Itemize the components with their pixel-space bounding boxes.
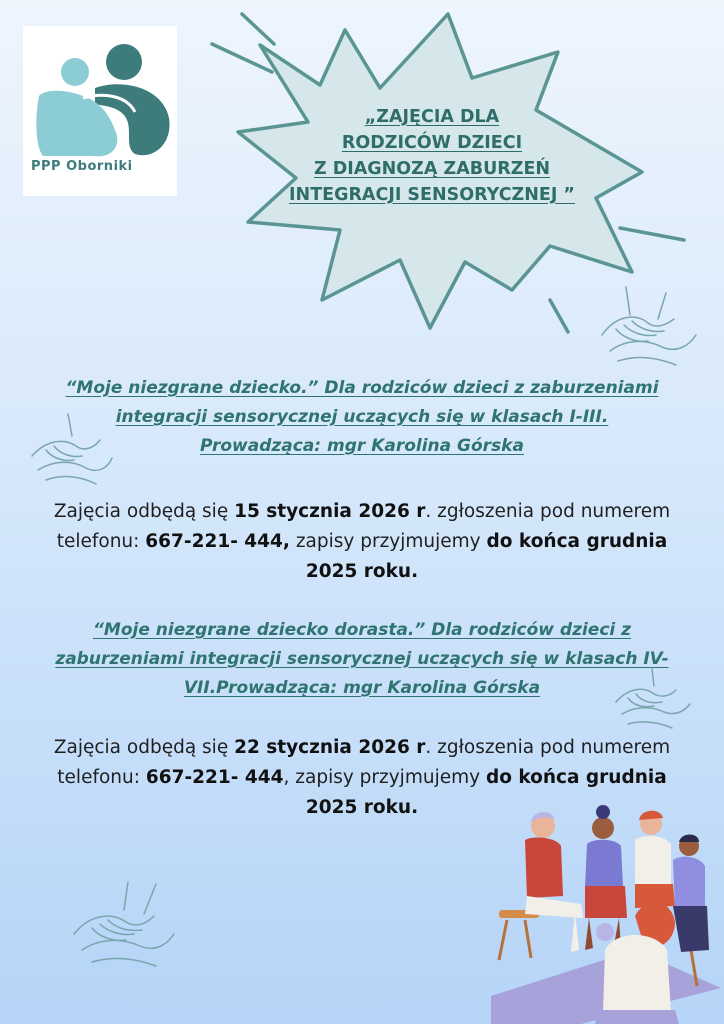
heading-line: Prowadząca: mgr Karolina Górska [200,436,524,456]
holding-hands-icon [28,410,114,488]
title-line: „ZAJĘCIA DLA [364,107,500,127]
deadline-text: do końca grudnia [485,767,667,788]
deadline-year: 2025 roku. [305,561,419,582]
holding-hands-icon [596,285,700,371]
logo-figures-icon [23,26,177,166]
deadline-text: do końca grudnia [486,531,668,552]
details-line: Zajęcia odbędą się 15 stycznia 2026 r. zgłoszenia pod numerem [53,501,671,522]
group-of-people-illustration [485,800,724,1024]
phone-number: 667-221- 444, [145,531,290,552]
heading-line: “Moje niezgrane dziecko dorasta.” Dla rodziców dzieci z [92,620,632,640]
details-line: Zajęcia odbędą się 22 stycznia 2026 r. zgłoszenia pod numerem [53,737,671,758]
date-value: 22 stycznia 2026 r [234,737,426,758]
details-line [20,557,704,587]
heading-line: “Moje niezgrane dziecko.” Dla rodziców dzieci z zaburzeniami [65,378,659,398]
section1-heading [20,374,704,461]
holding-hands-icon [612,666,694,730]
logo-text: PPP Oborniki [31,159,133,174]
title-line: INTEGRACJI SENSORYCZNEJ ” [289,185,575,205]
deadline-year: 2025 roku. [305,797,419,818]
ppp-oborniki-logo [23,26,177,196]
heading-line: zaburzeniami integracji sensorycznej uczących się w klasach IV- [55,649,669,669]
heading-line: VII.Prowadząca: mgr Karolina Górska [183,678,541,698]
title-line: Z DIAGNOZĄ ZABURZEŃ [313,159,551,179]
section2-heading [20,616,704,703]
phone-number: 667-221- 444 [145,767,284,788]
section1-details [20,497,704,587]
details-line: telefonu: 667-221- 444, zapisy przyjmujemy do końca grudnia [56,531,668,552]
heading-line: integracji sensorycznej uczących się w klasach I-III. [115,407,609,427]
title-line: RODZICÓW DZIECI [341,133,523,153]
holding-hands-icon [70,880,178,972]
date-value: 15 stycznia 2026 r [234,501,426,522]
main-title [232,104,632,208]
details-line: telefonu: 667-221- 444, zapisy przyjmujemy do końca grudnia [57,767,667,788]
